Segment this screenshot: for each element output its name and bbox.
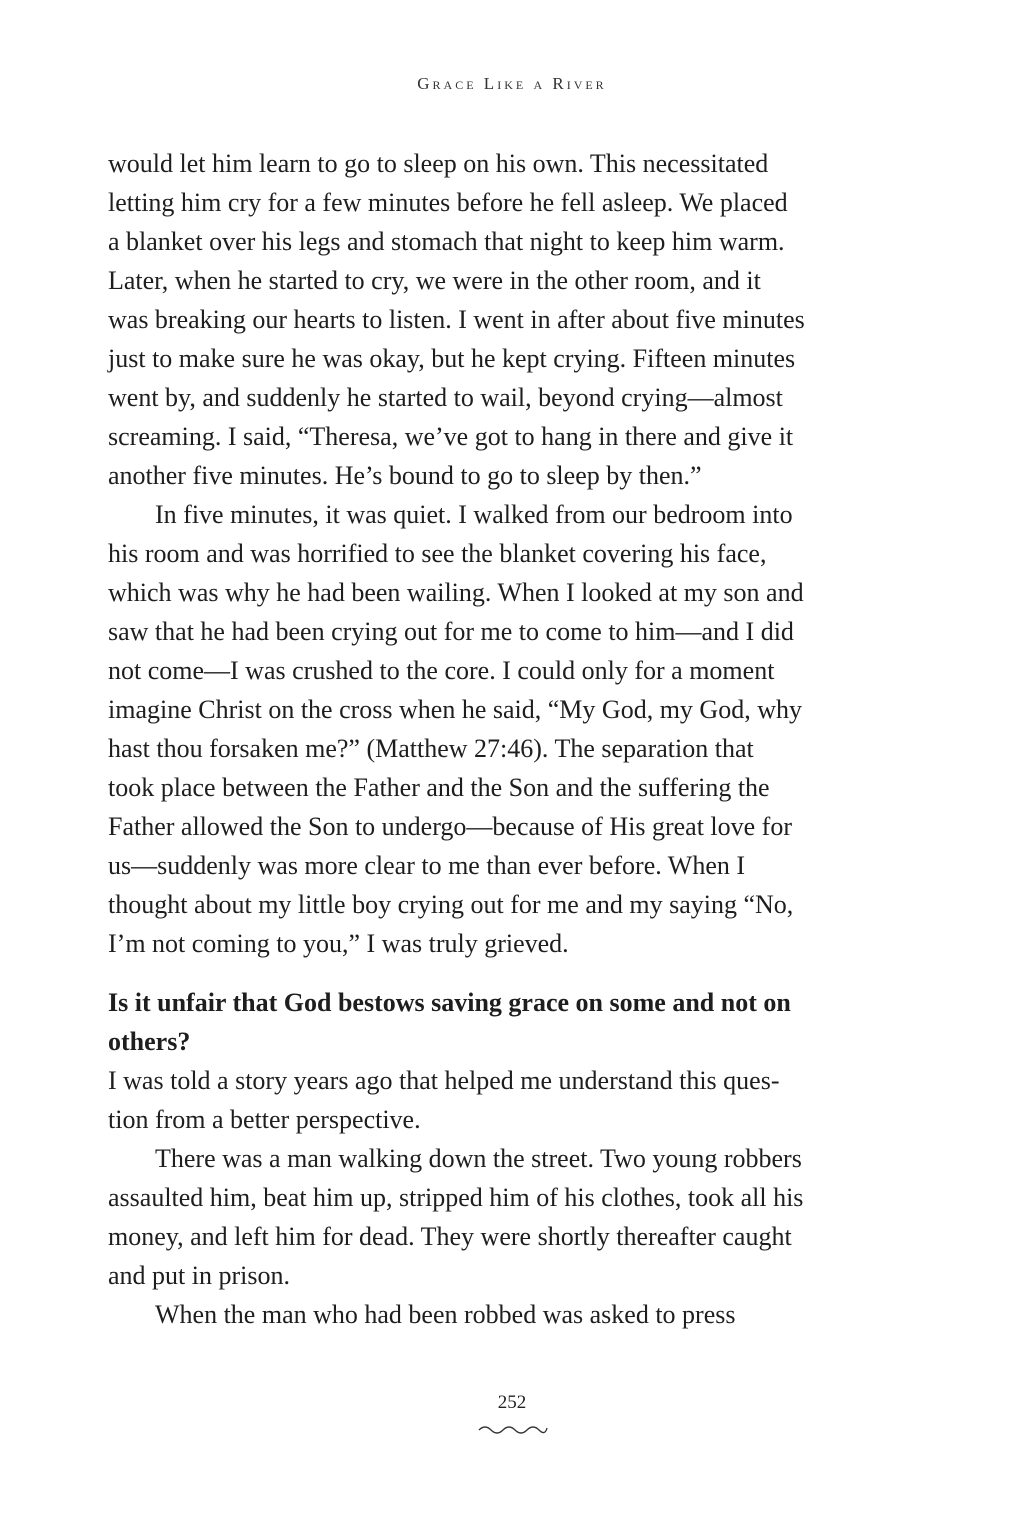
page-number: 252 [497,1392,527,1413]
text-line: assaulted him, beat him up, stripped him of his clothes, took all his [108,1183,804,1212]
text-line: and put in prison. [108,1261,290,1290]
text-line: hast thou forsaken me?” (Matthew 27:46). The separation that [108,734,754,763]
paragraph [108,495,908,963]
text-line: not come—I was crushed to the core. I could only for a moment [108,656,775,685]
text-line: Father allowed the Son to undergo—because of His great love for [108,812,792,841]
text-line: When the man who had been robbed was asked to press [155,1300,736,1329]
paragraph [108,1139,908,1295]
text-line: which was why he had been wailing. When I looked at my son and [108,578,804,607]
paragraph [108,1295,908,1334]
text-line: I was told a story years ago that helped me understand this ques- [108,1066,780,1095]
text-line: his room and was horrified to see the blanket covering his face, [108,539,767,568]
text-line: imagine Christ on the cross when he said, “My God, my God, why [108,695,802,724]
paragraph [108,1061,908,1139]
text-line: was breaking our hearts to listen. I went in after about five minutes [108,305,805,334]
text-line: took place between the Father and the Son and the suffering the [108,773,770,802]
text-line: screaming. I said, “Theresa, we’ve got to hang in there and give it [108,422,794,451]
text-line: In five minutes, it was quiet. I walked from our bedroom into [155,500,793,529]
text-line: letting him cry for a few minutes before he fell asleep. We placed [108,188,788,217]
running-head: Grace Like a River [417,74,607,93]
body-text [108,144,908,1334]
paragraph [108,144,908,495]
text-line: money, and left him for dead. They were shortly thereafter caught [108,1222,792,1251]
text-line: tion from a better perspective. [108,1105,421,1134]
text-line: another five minutes. He’s bound to go to sleep by then.” [108,461,702,490]
text-line: us—suddenly was more clear to me than ever before. When I [108,851,746,880]
text-line: went by, and suddenly he started to wail, beyond crying—almost [108,383,783,412]
text-line: Later, when he started to cry, we were in the other room, and it [108,266,761,295]
text-line: a blanket over his legs and stomach that night to keep him warm. [108,227,785,256]
text-line: would let him learn to go to sleep on his own. This necessitated [108,149,769,178]
section-heading [108,983,908,1061]
text-line: thought about my little boy crying out for me and my saying “No, [108,890,794,919]
text-line: I’m not coming to you,” I was truly grieved. [108,929,569,958]
heading-line: Is it unfair that God bestows saving grace on some and not on [108,988,791,1017]
heading-line: others? [108,1027,191,1056]
text-line: There was a man walking down the street. Two young robbers [155,1144,802,1173]
text-line: saw that he had been crying out for me to come to him—and I did [108,617,794,646]
text-line: just to make sure he was okay, but he kept crying. Fifteen minutes [108,344,796,373]
wave-flourish-icon [477,1422,549,1436]
